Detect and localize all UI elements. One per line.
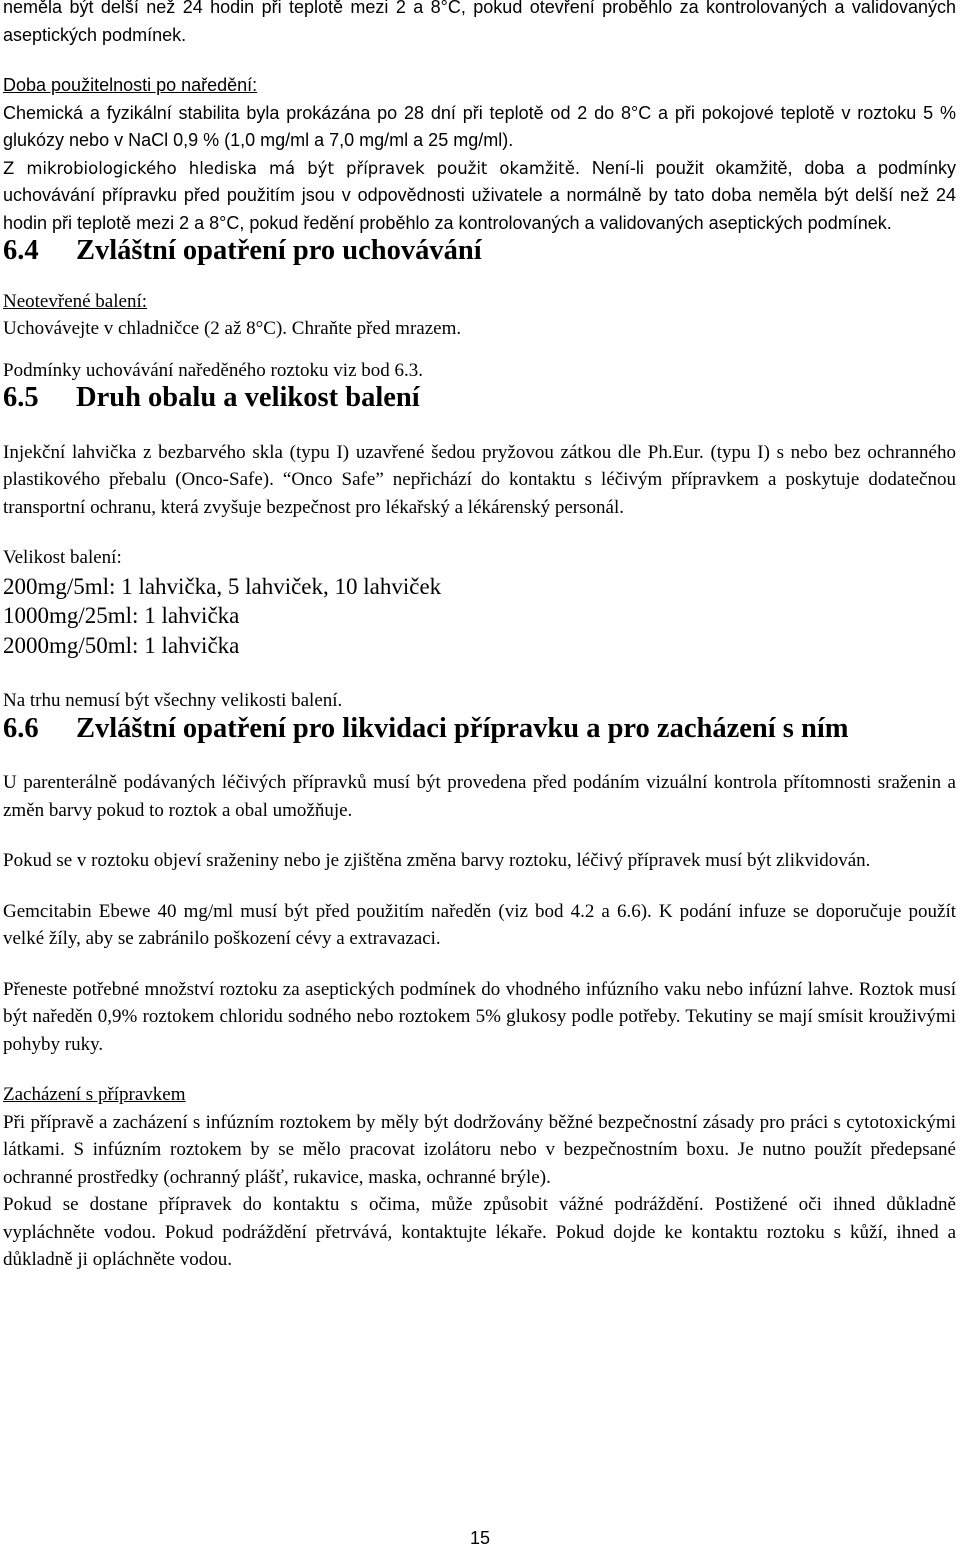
section-title: Zvláštní opatření pro likvidaci přípravku a pro zacházení s ním: [76, 712, 849, 744]
paragraph: Na trhu nemusí být všechny velikosti balení.: [3, 690, 343, 711]
unopened-label: Neotevřené balení:: [3, 290, 148, 312]
paragraph: Podmínky uchovávání naředěného roztoku viz bod 6.3.: [3, 359, 424, 381]
paragraph: Chemická a fyzikální stabilita byla prokázána po 28 dní při teplotě od 2 do 8°C a při pokojové teplotě v roztoku 5 % glukózy nebo v NaCl 0,9 % (1,0 mg/ml a 7,0 mg/ml a 25 mg/ml).: [3, 102, 956, 150]
paragraph: Přeneste potřebné množství roztoku za aseptických podmínek do vhodného infúzního vaku nebo infúzní lahve. Roztok musí být naředěn 0,9% roztokem chloridu sodného nebo roztokem 5% glukosy podle potřeby. Tekutiny se mají smísit krouživými pohyby ruky.: [3, 978, 956, 1055]
section-number: 6.5: [3, 382, 39, 413]
paragraph: [3, 155, 956, 238]
shelf-life-label: Doba použitelnosti po naředění:: [3, 75, 258, 95]
microbiology-lead: Z mikrobiologického hlediska má být přípravek použit okamžitě.: [3, 158, 581, 178]
pack-size-item: 200mg/5ml: 1 lahvička, 5 lahviček, 10 lahviček: [3, 573, 442, 599]
paragraph: neměla být delší než 24 hodin při teplotě mezi 2 a 8°C, pokud otevření proběhlo za kontrolovaných a validovaných aseptických podmínek.: [3, 0, 956, 45]
section-heading: [3, 237, 956, 265]
section-heading: [3, 712, 956, 744]
handling-label: Zacházení s přípravkem: [3, 1084, 186, 1105]
section-title: Druh obalu a velikost balení: [76, 382, 420, 413]
section-number: 6.4: [3, 235, 39, 266]
section-number: 6.6: [3, 712, 39, 744]
pack-size-item: 1000mg/25ml: 1 lahvička: [3, 603, 240, 628]
page-number: 15: [469, 1528, 491, 1548]
pack-size-item: 2000mg/50ml: 1 lahvička: [3, 632, 240, 658]
section-title: Zvláštní opatření pro uchovávání: [76, 235, 482, 266]
paragraph: U parenterálně podávaných léčivých přípravků musí být provedena před podáním vizuální kontrola přítomnosti sraženin a změn barvy pokud to roztok a obal umožňuje.: [3, 772, 956, 821]
paragraph: Při přípravě a zacházení s infúzním roztokem by měly být dodržovány běžné bezpečnostní zásady pro práci s cytotoxickými látkami. S infúzním roztokem by se mělo pracovat izolátoru nebo v bezpečnostním boxu. Je nutno použít předepsané ochranné prostředky (ochranný plášť, rukavice, maska, ochranné brýle).: [3, 1111, 956, 1188]
section-heading: [3, 384, 956, 412]
pack-size-label: Velikost balení:: [3, 547, 122, 568]
paragraph: Pokud se dostane přípravek do kontaktu s očima, může způsobit vážné podráždění. Postižené oči ihned důkladně vypláchněte vodou. Pokud podráždění přetrvává, kontaktujte lékaře. Pokud dojde ke kontaktu roztoku s kůží, ihned a důkladně ji opláchněte vodou.: [3, 1194, 956, 1270]
microbiology-rest: Není-li použit okamžitě, doba a podmínky uchovávání přípravku před použitím jsou v odpovědnosti uživatele a normálně by tato doba neměla být delší než 24 hodin při teplotě mezi 2 a 8°C, pokud ředění proběhlo za kontrolovaných a validovaných aseptických podmínek.: [3, 157, 956, 233]
paragraph: Gemcitabin Ebewe 40 mg/ml musí být před použitím naředěn (viz bod 4.2 a 6.6). K podání infuze se doporučuje použít velké žíly, aby se zabránilo poškození cévy a extravazaci.: [3, 900, 956, 949]
paragraph: Pokud se v roztoku objeví sraženiny nebo je zjištěna změna barvy roztoku, léčivý přípravek musí být zlikvidován.: [3, 850, 871, 871]
paragraph: Injekční lahvička z bezbarvého skla (typu I) uzavřené šedou pryžovou zátkou dle Ph.Eur. (typu I) s nebo bez ochranného plastikového přebalu (Onco-Safe). “Onco Safe” nepřichází do kontaktu s léčivým přípravkem a poskytuje dodatečnou transportní ochranu, která zvyšuje bezpečnost pro lékařský a lékárenský personál.: [3, 441, 956, 518]
paragraph: Uchovávejte v chladničce (2 až 8°C). Chraňte před mrazem.: [3, 318, 462, 339]
